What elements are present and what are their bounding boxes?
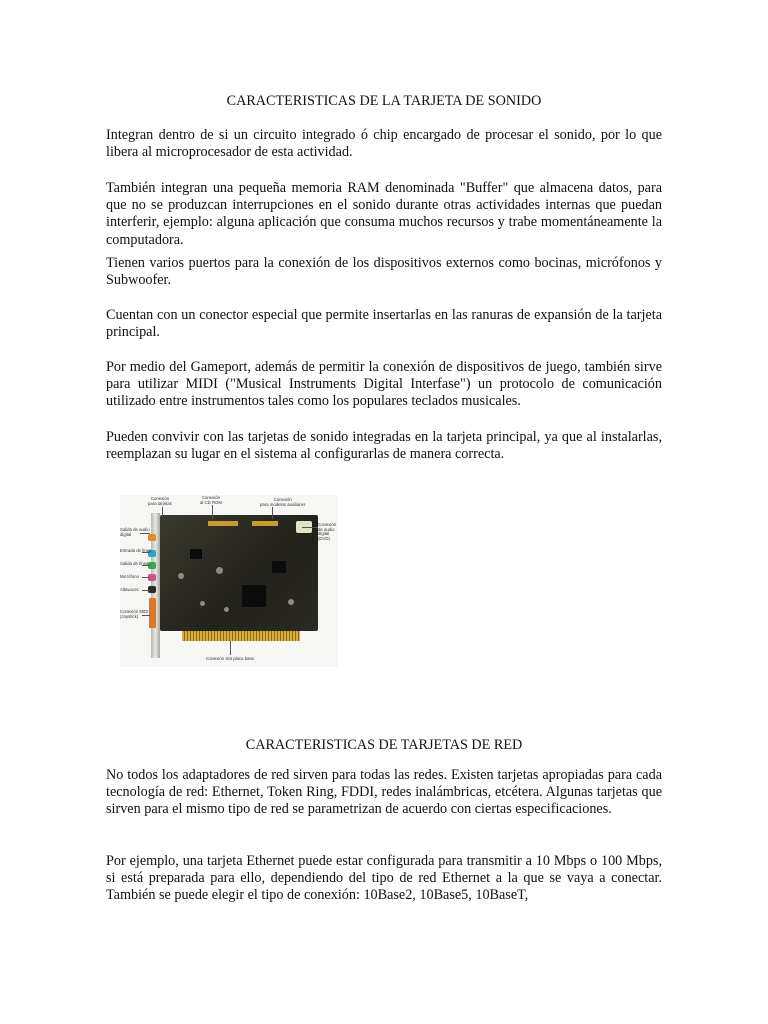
leader-line <box>142 615 150 616</box>
network-paragraph-2: Por ejemplo, una tarjeta Ethernet puede estar configurada para transmitir a 10 Mbps o 100 Mbps, si está preparada para ello, dependiendo del tipo de red Ethernet a la que se vaya a conectar. También se puede elegir el tipo de conexión: 10Base2, 10Base5, 10BaseT, <box>106 853 662 904</box>
aux-chip <box>272 561 286 573</box>
leader-line <box>142 590 150 591</box>
capacitor <box>224 607 229 612</box>
capacitor <box>216 567 223 574</box>
leader-line <box>302 527 318 528</box>
label-left-5: Altavoces <box>120 587 139 592</box>
label-left-2: Entrada de línea <box>120 548 152 553</box>
network-paragraph-1: No todos los adaptadores de red sirven para todas las redes. Existen tarjetas apropiadas para cada tecnología de red: Ethernet, Token Ring, FDDI, redes inalámbricas, etcétera. Algunas tarjetas que sirven para el mismo tipo de red se parametrizan de acuerdo con ciertas especificaciones. <box>106 767 662 818</box>
label-top-2: Conexión al CD ROM <box>200 495 222 505</box>
leader-line <box>212 505 213 519</box>
cd-header <box>208 521 238 526</box>
leader-line <box>140 533 150 534</box>
sound-card-image <box>120 495 338 667</box>
network-card-title: CARACTERISTICAS DE TARJETAS DE RED <box>245 737 523 753</box>
dsp-chip <box>242 585 266 607</box>
leader-line <box>162 507 163 517</box>
label-left-6: Conexión MIDI (Joystick) <box>120 609 149 619</box>
sound-paragraph-4: Cuentan con un conector especial que permite insertarlas en las ranuras de expansión de la tarjeta principal. <box>106 307 662 341</box>
label-right-1: Conexión de audio digital (DVD) <box>318 522 337 541</box>
leader-line <box>142 552 150 553</box>
label-top-1: Conexión para tarjetas <box>148 496 172 506</box>
sound-card-title: CARACTERISTICAS DE LA TARJETA DE SONIDO <box>226 93 542 109</box>
leader-line <box>142 565 150 566</box>
sound-paragraph-6: Pueden convivir con las tarjetas de sonido integradas en la tarjeta principal, ya que al instalarlas, reemplazan su lugar en el sistema al configurarlas de manera correcta. <box>106 429 662 463</box>
leader-line <box>142 577 150 578</box>
gameport-connector <box>149 598 156 628</box>
capacitor <box>288 599 294 605</box>
label-bottom-1: Conexión slot placa base <box>206 656 255 661</box>
sound-paragraph-3: Tienen varios puertos para la conexión de los dispositivos externos como bocinas, micrófonos y Subwoofer. <box>106 255 662 289</box>
sound-paragraph-1: Integran dentro de si un circuito integrado ó chip encargado de procesar el sonido, por lo que libera al microprocesador de esta actividad. <box>106 127 662 161</box>
codec-chip <box>190 549 202 559</box>
leader-line <box>230 641 231 655</box>
label-left-3: Salida de línea <box>120 561 149 566</box>
label-left-1: Salida de audio digital <box>120 527 150 537</box>
leader-line <box>272 507 273 519</box>
label-top-3: Conexión para modelos auxiliares <box>260 497 306 507</box>
capacitor <box>200 601 205 606</box>
sound-paragraph-2: También integran una pequeña memoria RAM denominada "Buffer" que almacena datos, para que no se produzcan interrupciones en el sonido durante otras actividades internas que puedan interferir, ejemplo: alguna aplicación que consuma muchos recursos y trabe momentáneamente la computadora. <box>106 180 662 248</box>
label-left-4: Micrófono <box>120 574 139 579</box>
aux-header <box>252 521 278 526</box>
circuit-board <box>160 515 318 631</box>
pci-edge-connector <box>182 631 300 641</box>
sound-paragraph-5: Por medio del Gameport, además de permitir la conexión de dispositivos de juego, también sirve para utilizar MIDI ("Musical Instruments Digital Interfase") un protocolo de comunicación utilizado entre instrumentos tales como los populares teclados musicales. <box>106 359 662 410</box>
capacitor <box>178 573 184 579</box>
